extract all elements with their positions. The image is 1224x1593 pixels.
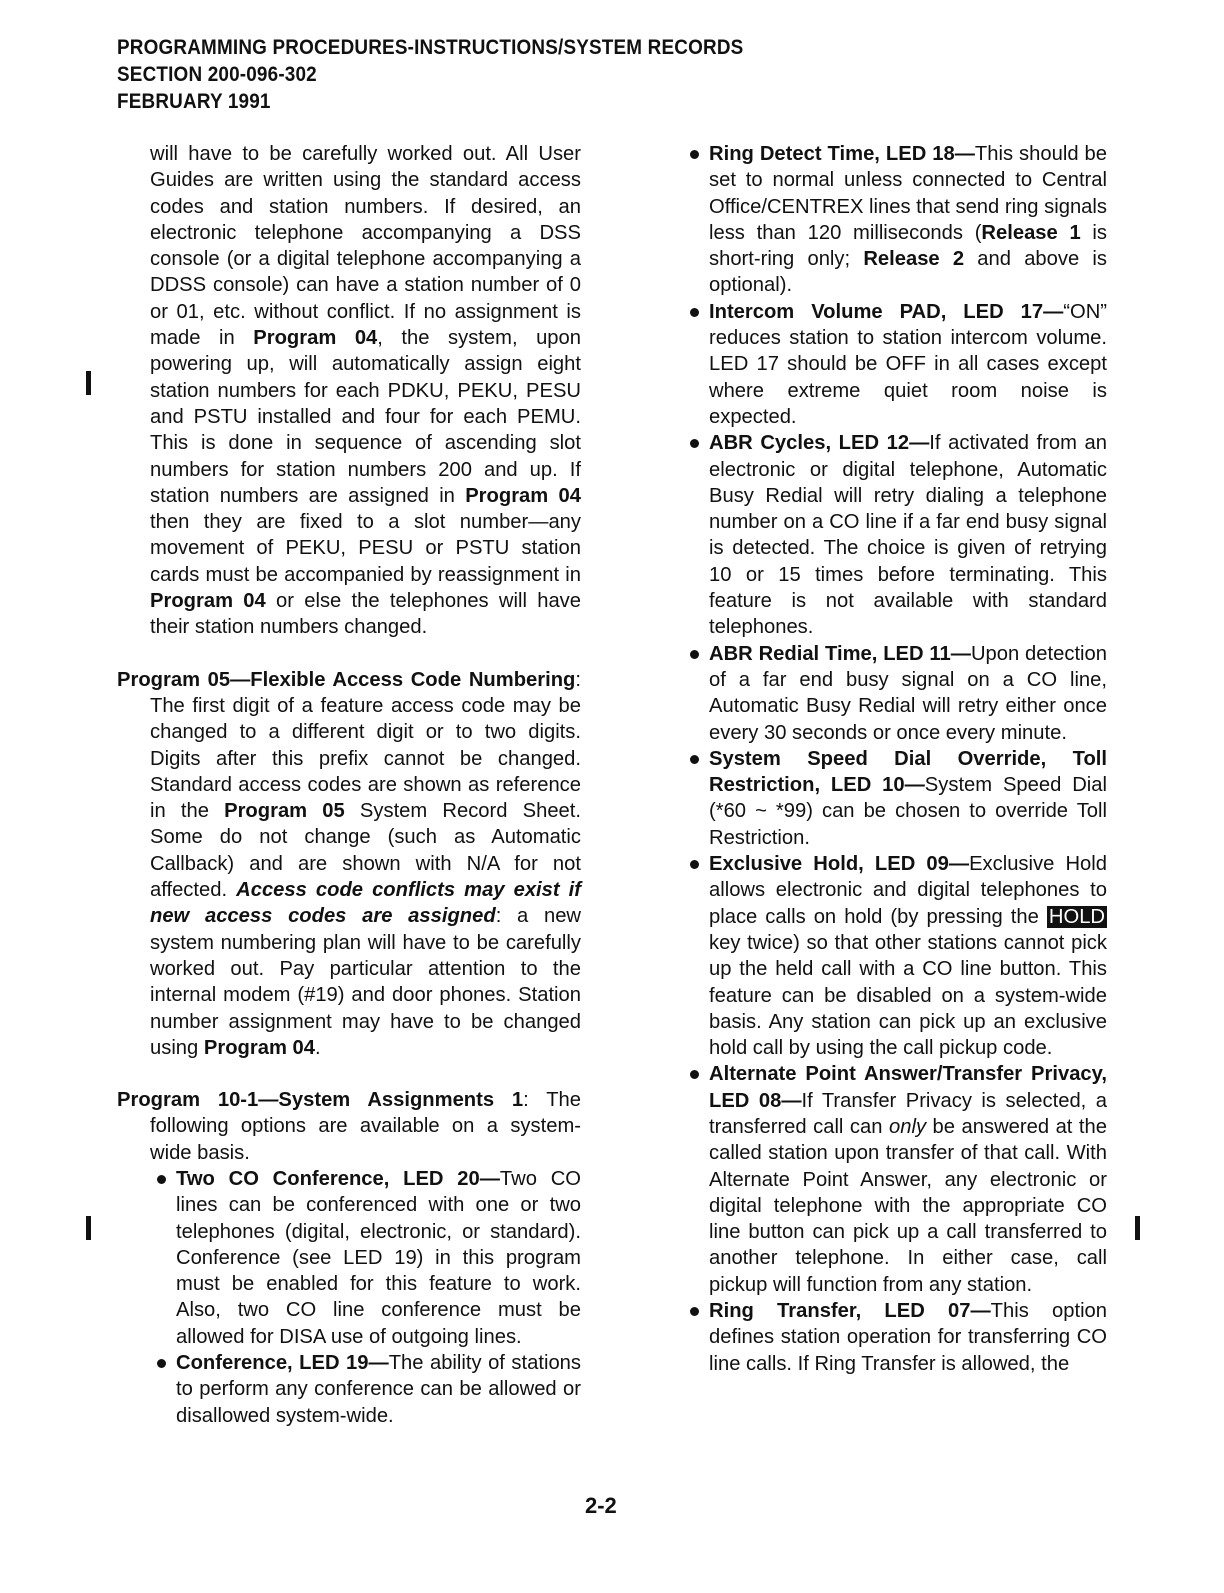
text-run: Two CO lines can be conferenced with one or two telephones (digital, electronic, or standard). Conference (see LED 19) in this program must be enabled for this feature to work. Also, two CO line conference must be allowed for DISA use of outgoing lines.: [176, 1167, 581, 1348]
text-run: Access code conflicts may exist if new access codes are assigned: [150, 879, 582, 928]
bullet-list: [153, 1166, 581, 1429]
text-run: Upon detection of a far end busy signal on a CO line, Automatic Busy Redial will retry either once every 30 seconds or once every minute.: [709, 642, 1107, 744]
text-run: Release 1: [981, 221, 1081, 244]
left-column: [117, 141, 581, 1429]
right-column: [686, 141, 1107, 1377]
text-run: Conference, LED 19—: [176, 1352, 389, 1375]
text-run: will have to be carefully worked out. All User Guides are written using the standard access codes and station numbers. If desired, an electronic telephone accompanying a DSS console (or a digital telephone accompanying a DDSS console) can have a station number of 0 or 01, etc. without conflict. If no assignment is made in: [150, 143, 581, 350]
bullet-list: [686, 141, 1107, 1377]
paragraph: [117, 1087, 581, 1166]
header-section: SECTION 200-096-302: [117, 63, 317, 86]
text-run: Exclusive Hold allows electronic and digital telephones to place calls on hold (by pressing the: [709, 853, 1107, 928]
text-run: Program 04: [465, 484, 581, 507]
text-run: Two CO Conference, LED 20—: [176, 1167, 500, 1190]
text-run: and above is optional).: [709, 248, 1107, 297]
change-bar: [86, 371, 91, 395]
text-run: System Speed Dial (*60 ~ *99) can be chosen to override Toll Restriction.: [709, 774, 1107, 849]
change-bar: [1135, 1216, 1140, 1240]
list-item: [686, 746, 1107, 851]
change-bar: [86, 1216, 91, 1240]
text-run: If Transfer Privacy is selected, a transferred call can: [709, 1089, 1107, 1138]
text-run: ABR Cycles, LED 12—: [709, 432, 930, 455]
paragraph: [117, 667, 581, 1061]
list-item: [686, 641, 1107, 746]
text-run: : a new system numbering plan will have to be carefully worked out. Pay particular attention to the internal modem (#19) and door phones. Station number assignment may have to be changed using: [150, 905, 581, 1059]
text-run: or else the telephones will have their station numbers changed.: [150, 590, 581, 639]
text-run: This option defines station operation for transferring CO line calls. If Ring Transfer is allowed, the: [709, 1300, 1108, 1375]
text-run: Program 04: [203, 1036, 315, 1059]
text-run: Program 04: [253, 327, 378, 350]
text-run: Ring Transfer, LED 07—: [709, 1300, 991, 1323]
text-run: : The first digit of a feature access code may be changed to a different digit or to two digits. Digits after this prefix cannot be changed. Standard access codes are shown as reference in the: [150, 668, 581, 823]
header-date: FEBRUARY 1991: [117, 90, 271, 113]
text-run: The ability of stations to perform any conference can be allowed or disallowed system-wide.: [176, 1352, 581, 1427]
text-run: ABR Redial Time, LED 11—: [709, 642, 971, 665]
text-run: then they are fixed to a slot number—any movement of PEKU, PESU or PSTU station cards must be accompanied by reassignment in: [150, 511, 581, 586]
text-run: System Record Sheet. Some do not change (such as Automatic Callback) and are shown with N/A for not affected.: [150, 800, 581, 902]
text-run: Alternate Point Answer/Transfer Privacy, LED 08—: [709, 1063, 1107, 1112]
text-run: If activated from an electronic or digital telephone, Automatic Busy Redial will retry dialing a telephone number on a CO line if a far end busy signal is detected. The choice is given of retrying 10 or 15 times before terminating. This feature is not available with standard telephones.: [709, 432, 1107, 639]
text-run: Program 10-1—System Assignments 1: [117, 1089, 524, 1112]
hold-key-label: HOLD: [1048, 905, 1105, 928]
list-item: [686, 299, 1107, 430]
text-run: Program 05—Flexible Access Code Numbering: [117, 668, 576, 691]
document-header: [117, 34, 743, 115]
text-run: Ring Detect Time, LED 18—: [709, 143, 975, 165]
text-run: only: [889, 1115, 927, 1138]
text-run: “ON” reduces station to station intercom volume. LED 17 should be OFF in all cases except where extreme quiet room noise is expected.: [709, 300, 1107, 428]
text-run: key twice) so that other stations cannot pick up the held call with a CO line button. This feature can be disabled on a system-wide basis. Any station can pick up an exclusive hold call by using the call pickup code.: [709, 931, 1107, 1060]
text-run: Program 05: [224, 800, 345, 823]
page-number: 2-2: [585, 1493, 617, 1518]
text-run: Exclusive Hold, LED 09—: [709, 853, 970, 876]
text-run: Program 04: [150, 590, 266, 613]
list-item: [686, 851, 1107, 1061]
text-run: Release 2: [863, 248, 965, 271]
text-run: System Speed Dial Override, Toll Restriction, LED 10—: [709, 747, 1107, 797]
text-run: , the system, upon powering up, will automatically assign eight station numbers for each PDKU, PEKU, PESU and PSTU installed and four for each PEMU. This is done in sequence of ascending slot numbers for station numbers 200 and up. If station numbers are assigned in: [150, 327, 581, 507]
text-run: : The following options are available on a system-wide basis.: [150, 1089, 581, 1164]
header-title: PROGRAMMING PROCEDURES-INSTRUCTIONS/SYSTEM RECORDS: [117, 36, 744, 59]
list-item: [686, 430, 1107, 640]
text-run: This should be set to normal unless connected to Central Office/CENTREX lines that send ring signals less than 120 milliseconds (: [709, 143, 1107, 244]
list-item: [153, 1166, 581, 1350]
text-run: is short-ring only;: [709, 221, 1107, 271]
text-run: .: [314, 1036, 321, 1059]
list-item: [686, 1298, 1107, 1377]
text-run: be answered at the called station upon transfer of that call. With Alternate Point Answer, any electronic or digital telephone with the appropriate CO line button can pick up a call transferred to another telephone. In either case, call pickup will function from any station.: [709, 1115, 1107, 1296]
list-item: [686, 141, 1107, 299]
paragraph: [150, 141, 581, 641]
text-run: Intercom Volume PAD, LED 17—: [709, 300, 1064, 323]
list-item: [153, 1350, 581, 1429]
list-item: [686, 1061, 1107, 1298]
